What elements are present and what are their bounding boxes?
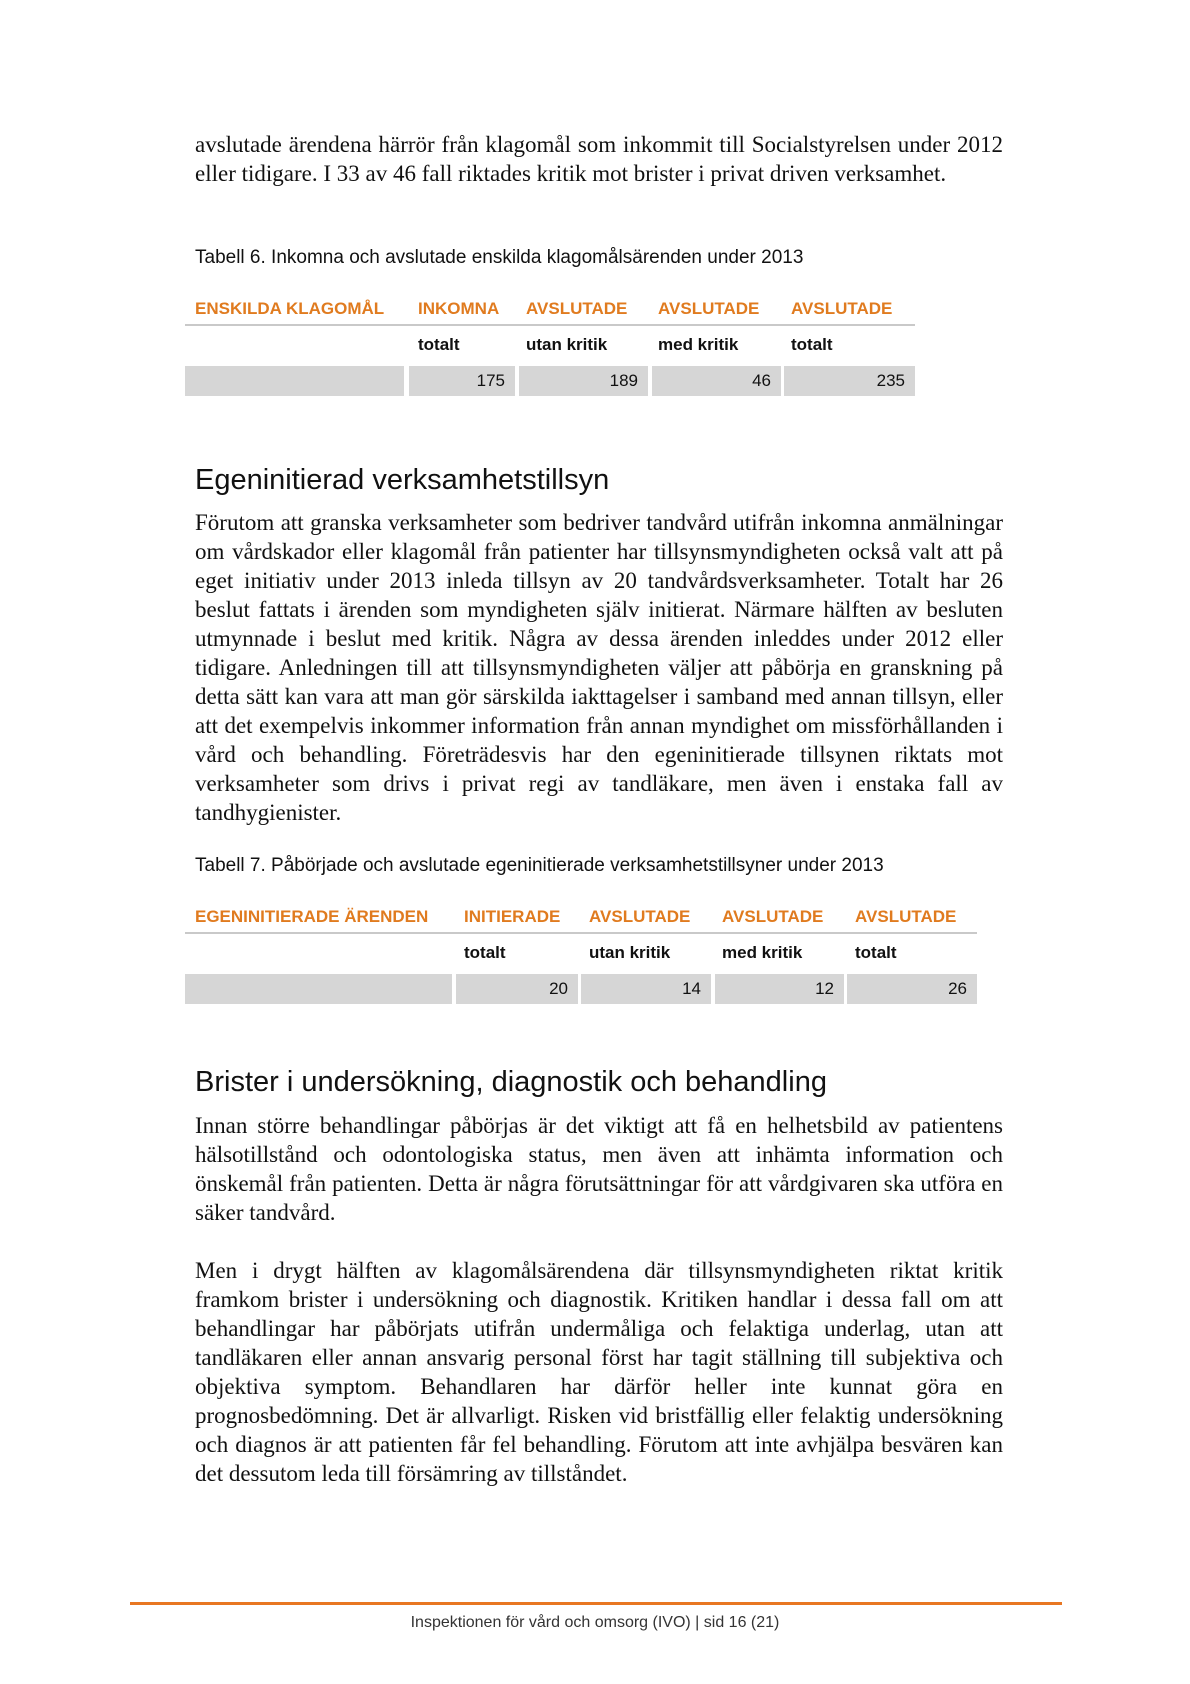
- section2-paragraph: Innan större behandlingar påbörjas är det viktigt att få en helhetsbild av patientens hälsotillstånd och odontologiska status, men även att inhämta information och önskemål från patienten. Detta är några förutsättningar för att vårdgivaren ska utföra en säker tandvård.: [195, 1113, 1003, 1225]
- table7-value-cell: [185, 974, 452, 1004]
- table6-value-cell: [185, 366, 404, 396]
- table7-value-cell: 26: [847, 974, 977, 1004]
- page-footer: Inspektionen för vård och omsorg (IVO) | sid 16 (21): [410, 1614, 780, 1631]
- table7-header-cell: AVSLUTADE: [589, 907, 691, 926]
- table7-header-cell: AVSLUTADE: [855, 907, 957, 926]
- table6-value-cell: 46: [652, 366, 781, 396]
- table6-value-cell: 235: [784, 366, 915, 396]
- table7-value-cell: 14: [581, 974, 711, 1004]
- table6-header-cell: ENSKILDA KLAGOMÅL: [195, 299, 385, 318]
- table7-caption: Tabell 7. Påbörjade och avslutade egeninitierade verksamhetstillsyner under 2013: [195, 855, 884, 876]
- table6-header-cell: AVSLUTADE: [658, 299, 760, 318]
- table6-header-cell: INKOMNA: [418, 299, 500, 318]
- section-heading: Brister i undersökning, diagnostik och behandling: [195, 1066, 827, 1098]
- section1-paragraph: Förutom att granska verksamheter som bedriver tandvård utifrån inkomna anmälningar om vårdskador eller klagomål från patienter har tillsynsmyndigheten också valt att på eget initiativ under 2013 inleda tillsyn av 20 tandvårdsverksamheter. Totalt har 26 beslut fattats i ärenden som myndigheten själv initierat. Närmare hälften av besluten utmynnade i beslut med kritik. Några av dessa ärenden inleddes under 2012 eller tidigare. Anledningen till att tillsynsmyndigheten väljer att påbörja en granskning på detta sätt kan vara att man gör särskilda iakttagelser i samband med annan tillsyn, eller att det exempelvis inkommer information från annan myndighet om missförhållanden i vård och behandling. Företrädesvis har den egeninitierade tillsynen riktats mot verksamheter som drivs i privat regi av tandläkare, men även i enstaka fall av tandhygienister.: [195, 510, 1003, 825]
- table6-value-cell: 175: [409, 366, 515, 396]
- table7-value-cell: 20: [456, 974, 578, 1004]
- table7-header-cell: INITIERADE: [464, 907, 561, 926]
- section-heading: Egeninitierad verksamhetstillsyn: [195, 464, 610, 496]
- table7-value-cell: 12: [715, 974, 844, 1004]
- table7-header-cell: EGENINITIERADE ÄRENDEN: [195, 907, 429, 926]
- table7-subheader-cell: med kritik: [722, 943, 803, 962]
- table6-subheader-cell: utan kritik: [526, 335, 608, 354]
- table7-header-row: [185, 902, 977, 934]
- table7-subheader-cell: totalt: [855, 943, 897, 962]
- table6-header-cell: AVSLUTADE: [526, 299, 628, 318]
- table6-caption: Tabell 6. Inkomna och avslutade enskilda klagomålsärenden under 2013: [195, 247, 804, 268]
- table6-subheader-cell: med kritik: [658, 335, 739, 354]
- table6-subheader-cell: totalt: [418, 335, 460, 354]
- section2-paragraph: Men i drygt hälften av klagomålsärendena där tillsynsmyndigheten riktat kritik framkom brister i undersökning och diagnostik. Kritiken handlar i dessa fall om att behandlingar har påbörjats utifrån undermåliga och felaktiga underlag, utan att tandläkaren eller annan ansvarig personal först har tagit ställning till subjektiva och objektiva symptom. Behandlaren har därför heller inte kunnat göra en prognosbedömning. Det är allvarligt. Risken vid bristfällig eller felaktig undersökning och diagnos är att patienten får fel behandling. Förutom att inte avhjälpa besvären kan det dessutom leda till försämring av tillståndet.: [195, 1258, 1003, 1486]
- table7-subheader-cell: utan kritik: [589, 943, 671, 962]
- table6-header-cell: AVSLUTADE: [791, 299, 893, 318]
- intro-paragraph: avslutade ärendena härrör från klagomål som inkommit till Socialstyrelsen under 2012 eller tidigare. I 33 av 46 fall riktades kritik mot brister i privat driven verksamhet.: [195, 132, 1003, 186]
- table6-header-row: [185, 294, 915, 326]
- footer-rule: [130, 1602, 1062, 1605]
- table7-header-cell: AVSLUTADE: [722, 907, 824, 926]
- table7-subheader-cell: totalt: [464, 943, 506, 962]
- table6-subheader-cell: totalt: [791, 335, 833, 354]
- table6-value-cell: 189: [519, 366, 648, 396]
